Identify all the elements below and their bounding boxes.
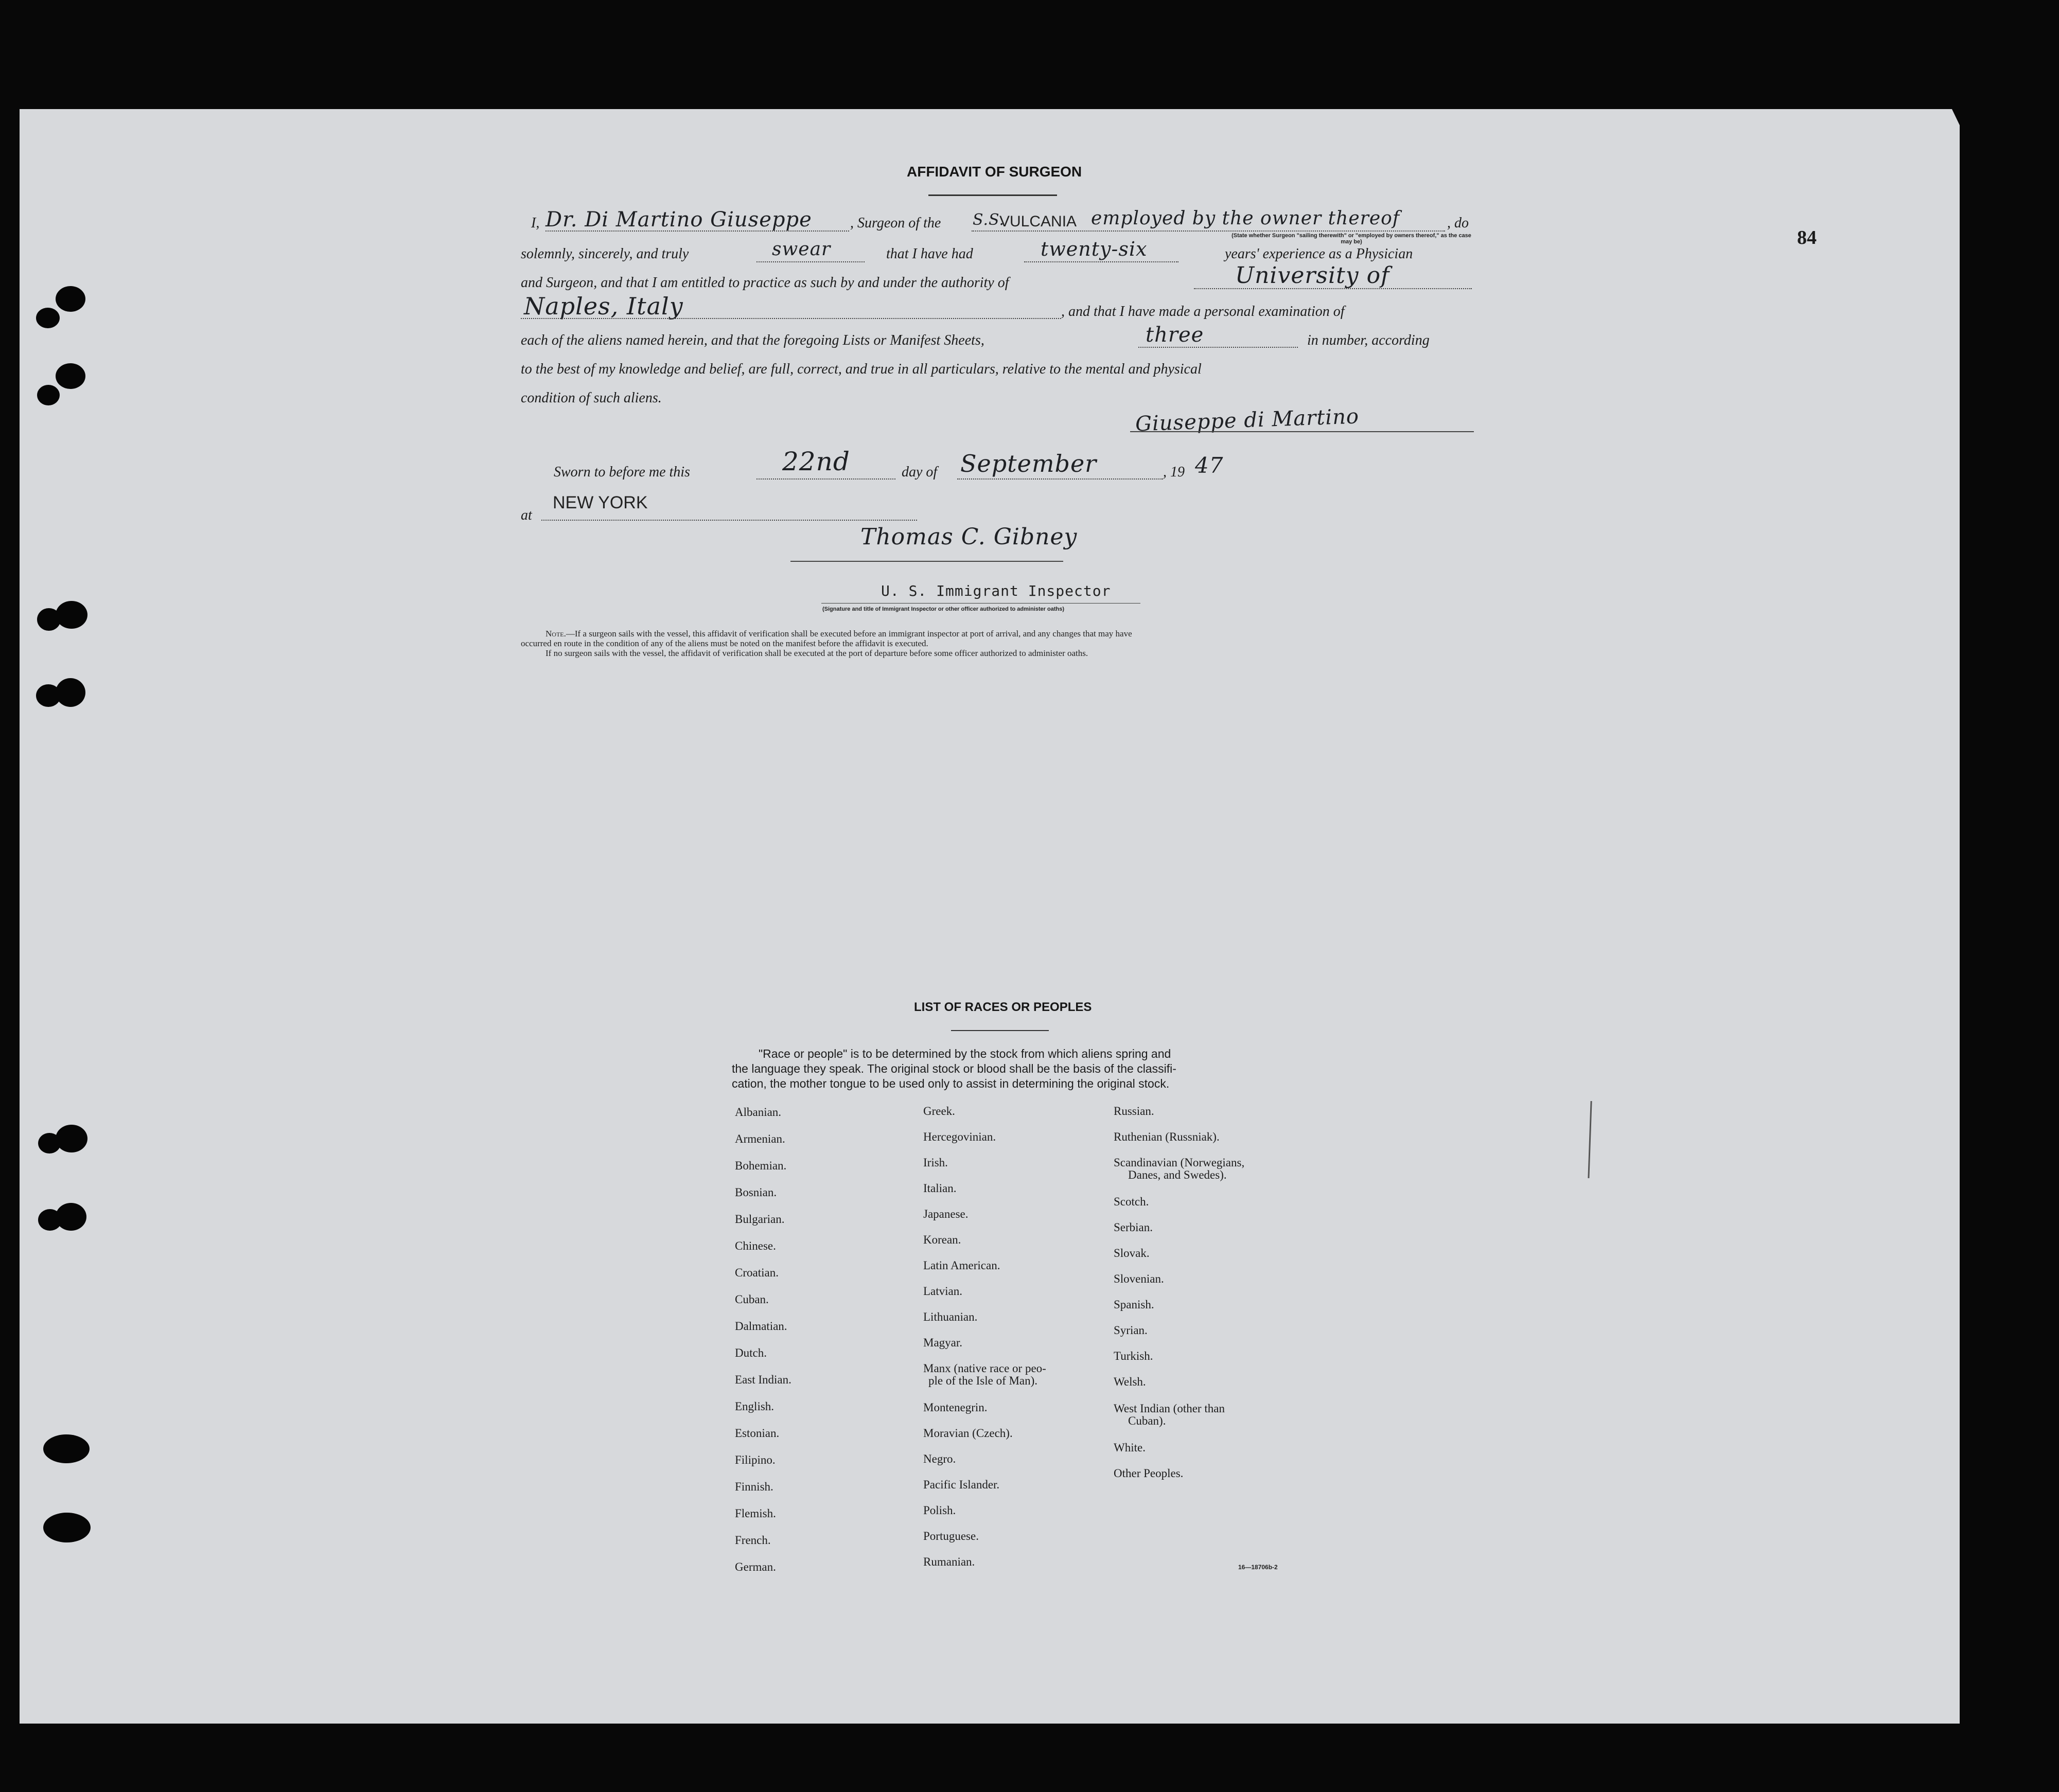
race-item: Korean. <box>923 1233 961 1246</box>
affidavit-line1-post: , do <box>1447 215 1469 231</box>
race-item: Scotch. <box>1114 1195 1149 1208</box>
note-line3: If no surgeon sails with the vessel, the affidavit of verification shall be executed at the port of departure before some officer authorized to administer oaths. <box>545 648 1088 658</box>
race-item: French. <box>735 1534 771 1547</box>
races-intro-line2: the language they speak. The original stock or blood shall be the basis of the classifi- <box>732 1062 1176 1075</box>
race-item: Greek. <box>923 1105 955 1117</box>
signature-caption: (Signature and title of Immigrant Inspector or other officer authorized to administer oaths) <box>822 606 1064 612</box>
race-item: East Indian. <box>735 1373 791 1386</box>
race-item: Rumanian. <box>923 1555 975 1568</box>
page-number: 84 <box>1797 227 1817 249</box>
binder-hole <box>43 1513 91 1542</box>
race-item: Flemish. <box>735 1507 776 1520</box>
race-item: Estonian. <box>735 1427 780 1440</box>
race-item: Ruthenian (Russniak). <box>1114 1130 1220 1143</box>
surgeon-name-rule <box>545 230 849 232</box>
inspector-title-rule <box>821 603 1140 604</box>
race-item: Finnish. <box>735 1480 773 1493</box>
sheets-rule <box>1138 347 1298 348</box>
note-line1: —If a surgeon sails with the vessel, this affidavit of verification shall be executed before an immigrant inspector at port of arrival, and any changes that may have <box>566 629 1132 638</box>
oath-word: swear <box>772 239 831 260</box>
sworn-year-prefix: , 19 <box>1163 464 1185 480</box>
races-intro <box>732 1046 1288 1091</box>
race-item: Slovak. <box>1114 1247 1150 1259</box>
race-item: Irish. <box>923 1156 948 1169</box>
affidavit-line6: to the best of my knowledge and belief, are full, correct, and true in all particulars, relative to the mental and physical <box>521 361 1202 377</box>
affidavit-line2-mid: that I have had <box>886 246 973 262</box>
binder-hole <box>36 308 60 328</box>
surgeon-name: Dr. Di Martino Giuseppe <box>545 208 812 232</box>
race-item: Pacific Islander. <box>923 1478 1000 1491</box>
ship-name: VULCANIA <box>999 213 1077 230</box>
race-item: Scandinavian (Norwegians, <box>1114 1156 1245 1169</box>
affidavit-line2-post: years' experience as a Physician <box>1225 246 1413 262</box>
race-item: ple of the Isle of Man). <box>928 1374 1038 1387</box>
race-item: German. <box>735 1560 776 1573</box>
race-item: Italian. <box>923 1182 957 1195</box>
inspector-title: U. S. Immigrant Inspector <box>881 582 1111 599</box>
race-item: Japanese. <box>923 1208 969 1220</box>
binder-hole <box>56 286 85 312</box>
at-place-rule <box>541 520 917 521</box>
race-item: White. <box>1114 1441 1146 1454</box>
race-item: Welsh. <box>1114 1375 1146 1388</box>
sworn-mid: day of <box>902 464 938 480</box>
race-item: Other Peoples. <box>1114 1467 1184 1480</box>
race-item: Polish. <box>923 1504 956 1517</box>
oath-rule <box>756 261 865 262</box>
note-label: Note. <box>545 629 566 638</box>
race-item: Manx (native race or peo- <box>923 1362 1046 1375</box>
surgeon-signature: Giuseppe di Martino <box>1135 404 1360 436</box>
inspector-signature-rule <box>790 561 1063 562</box>
form-code: 16—18706b-2 <box>1238 1564 1278 1571</box>
race-item: English. <box>735 1400 775 1413</box>
sworn-month: September <box>960 450 1097 477</box>
years-rule <box>1024 261 1178 262</box>
race-item: West Indian (other than <box>1114 1402 1225 1415</box>
affidavit-line5-post: in number, according <box>1307 332 1430 348</box>
at-place: NEW YORK <box>553 493 648 512</box>
affidavit-line2-pre: solemnly, sincerely, and truly <box>521 246 689 262</box>
race-item: Turkish. <box>1114 1350 1153 1362</box>
sheets-count: three <box>1146 323 1204 347</box>
employment-status: employed by the owner thereof <box>1091 208 1400 229</box>
affidavit-line5-pre: each of the aliens named herein, and that the foregoing Lists or Manifest Sheets, <box>521 332 984 348</box>
affidavit-note <box>521 629 1478 658</box>
race-item: Bosnian. <box>735 1186 777 1199</box>
race-item: Armenian. <box>735 1132 785 1145</box>
race-item: Spanish. <box>1114 1298 1154 1311</box>
authority-rule-2 <box>521 318 1061 319</box>
race-item: Lithuanian. <box>923 1310 978 1323</box>
race-item: Croatian. <box>735 1266 779 1279</box>
race-item: Negro. <box>923 1452 956 1465</box>
race-item: Filipino. <box>735 1453 776 1466</box>
binder-hole <box>37 385 60 405</box>
binder-hole <box>37 608 61 631</box>
race-item: Bulgarian. <box>735 1213 785 1226</box>
binder-hole <box>56 601 87 629</box>
race-item: Portuguese. <box>923 1530 979 1542</box>
state-note: (State whether Surgeon "sailing therewith" or "employed by owners thereof," as the case may be) <box>1231 233 1471 245</box>
note-line2: occurred en route in the condition of any of the aliens must be noted on the manifest before the affidavit is executed. <box>521 638 928 648</box>
sworn-year: 47 <box>1195 453 1224 478</box>
races-intro-line1: "Race or people" is to be determined by the stock from which aliens spring and <box>759 1047 1171 1060</box>
sworn-month-rule <box>957 478 1163 480</box>
races-intro-line3: cation, the mother tongue to be used only to assist in determining the original stock. <box>732 1077 1170 1090</box>
inspector-signature: Thomas C. Gibney <box>860 524 1078 550</box>
race-item: Syrian. <box>1114 1324 1148 1337</box>
affidavit-line7: condition of such aliens. <box>521 390 662 406</box>
race-item: Slovenian. <box>1114 1272 1164 1285</box>
race-item: Danes, and Swedes). <box>1128 1168 1227 1181</box>
race-item: Chinese. <box>735 1239 776 1252</box>
title-underline <box>928 194 1057 196</box>
authority-part2: Naples, Italy <box>524 292 683 320</box>
race-item: Latvian. <box>923 1285 962 1298</box>
affidavit-line3-pre: and Surgeon, and that I am entitled to practice as such by and under the authority of <box>521 275 1009 291</box>
sworn-day: 22nd <box>782 447 850 476</box>
affidavit-title: AFFIDAVIT OF SURGEON <box>907 164 1082 180</box>
race-item: Hercegovinian. <box>923 1130 996 1143</box>
ship-rule <box>972 230 1445 232</box>
binder-hole <box>56 363 85 389</box>
race-item: Russian. <box>1114 1105 1154 1117</box>
race-item: Albanian. <box>735 1106 782 1119</box>
at-label: at <box>521 507 532 523</box>
authority-rule-1 <box>1194 288 1472 289</box>
race-item: Dalmatian. <box>735 1320 787 1333</box>
race-item: Bohemian. <box>735 1159 787 1172</box>
races-title-underline <box>951 1030 1049 1031</box>
affidavit-line1-pre: I, <box>531 215 540 231</box>
races-title: LIST OF RACES OR PEOPLES <box>914 1000 1092 1014</box>
sworn-day-rule <box>756 478 895 480</box>
race-item: Latin American. <box>923 1259 1000 1272</box>
race-item: Moravian (Czech). <box>923 1427 1013 1440</box>
affidavit-line4-post: , and that I have made a personal examination of <box>1061 304 1345 320</box>
race-item: Magyar. <box>923 1336 963 1349</box>
binder-hole <box>38 1209 62 1231</box>
race-item: Cuban). <box>1128 1414 1166 1427</box>
binder-hole <box>36 684 61 707</box>
race-item: Cuban. <box>735 1293 769 1306</box>
binder-hole <box>56 1125 87 1152</box>
binder-hole <box>38 1133 61 1154</box>
race-item: Dutch. <box>735 1346 767 1359</box>
authority-part1: University of <box>1235 262 1390 289</box>
affidavit-line1-mid: , Surgeon of the <box>850 215 941 231</box>
sworn-pre: Sworn to before me this <box>554 464 690 480</box>
surgeon-signature-rule <box>1130 431 1474 432</box>
race-item: Serbian. <box>1114 1221 1153 1234</box>
ship-prefix: S.S. <box>973 211 1005 229</box>
years-experience: twenty-six <box>1041 238 1148 260</box>
binder-hole <box>43 1434 90 1463</box>
race-item: Montenegrin. <box>923 1401 988 1414</box>
